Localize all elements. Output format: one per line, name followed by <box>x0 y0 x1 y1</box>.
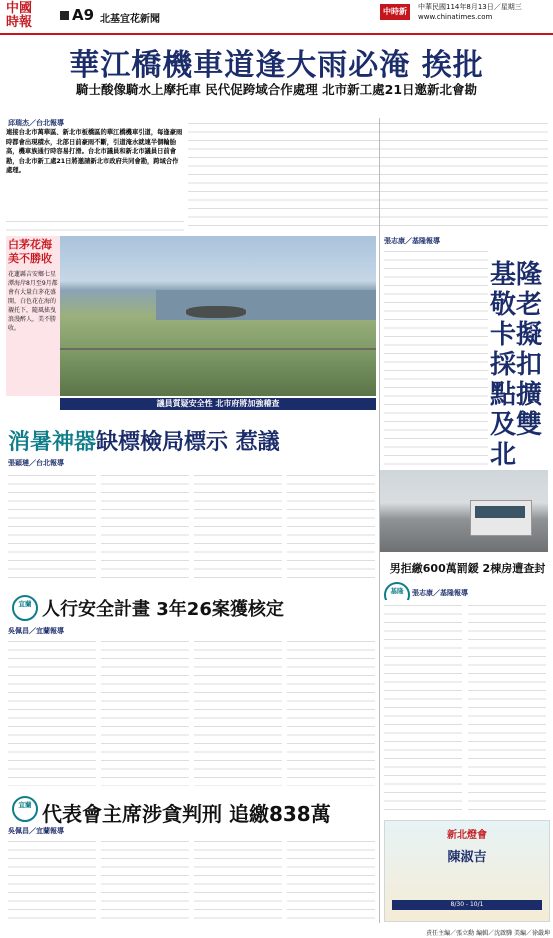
lead-subheadline: 騎士酸像騎水上摩托車 民代促跨域合作處理 北市新工處21日邀新北會勘 <box>75 82 478 97</box>
page-header <box>0 0 553 34</box>
editor-credits: 責任主編／張立勳 編輯／沈啟驊 美編／徐嚴坤 <box>426 930 550 937</box>
newspaper-logo <box>6 2 44 32</box>
lead-body-text-2 <box>6 216 184 232</box>
coast-photo <box>6 236 376 396</box>
lead-body-text <box>188 118 548 228</box>
website-url[interactable]: www.chinatimes.com <box>418 13 493 21</box>
fourth-body-text <box>8 836 378 926</box>
lead-paragraph: 連接台北市萬華區、新北市板橋區的華江橋機車引道，每逢豪雨時都會出現積水，北部日前豪雨不斷，引道淹水就連半個輪胎高，機車族通行時容易打滑。台北市議員和新北市議員日前會勘，台北市新工處21日將邀請新北市政府共同會勘，跨域合作處理。 <box>6 129 183 174</box>
second-body-text <box>8 470 378 582</box>
issue-date: 中華民國114年8月13日／星期三 <box>418 3 522 11</box>
lead-byline: 邱瑞杰／台北報導 <box>8 119 64 127</box>
side-byline-2: 張志康／基隆報導 <box>412 589 468 597</box>
story-kicker: 議員質疑安全性 北市府將加強稽查 <box>60 398 376 410</box>
side-body-text <box>384 246 488 466</box>
second-byline: 張穎璉／台北報導 <box>8 459 64 467</box>
side-headline-2: 男拒繳600萬罰鍰 2棟房遭查封 <box>389 562 546 575</box>
photo-sidebar-title: 白茅花海美不勝收 <box>8 238 52 265</box>
ad-title: 新北燈會 <box>447 830 487 841</box>
bus-window <box>475 506 525 518</box>
section-title: 北基宜花新聞 <box>100 14 160 25</box>
logo-line2: 時報 <box>6 15 33 30</box>
third-byline: 吳佩昌／宜蘭報導 <box>8 627 64 635</box>
brand-badge: 中時新聞網 <box>380 4 410 20</box>
side-headline: 基隆敬老卡擬採扣點擴及雙北 <box>490 260 543 470</box>
rock-shape <box>186 306 246 318</box>
third-headline: 人行安全計畫 3年26案獲核定 <box>42 599 284 620</box>
ad-date: 8/30 - 10/1 <box>392 900 542 910</box>
bus-photo <box>380 470 548 552</box>
fourth-byline: 吳佩昌／宜蘭報導 <box>8 827 64 835</box>
third-body-text <box>8 636 378 786</box>
header-rule <box>0 33 553 35</box>
page-number-label: A9 <box>72 6 95 24</box>
region-badge-2: 宜蘭 <box>12 796 38 822</box>
side-byline: 張志康／基隆報導 <box>384 237 440 245</box>
page-number <box>60 6 94 24</box>
region-badge: 宜蘭 <box>12 595 38 621</box>
square-icon <box>60 11 69 20</box>
second-headline <box>8 425 378 456</box>
second-headline-part2: 缺標檢局標示 惹議 <box>96 430 280 455</box>
fourth-headline: 代表會主席涉貪判刑 追繳838萬 <box>42 802 331 826</box>
lead-headline: 華江橋機車道逢大雨必淹 挨批 <box>69 48 484 83</box>
fence-line <box>6 348 376 350</box>
second-headline-part1: 消暑神器 <box>8 430 97 455</box>
logo-line1: 中國 <box>6 1 33 16</box>
region-badge-3: 基隆 <box>384 582 410 608</box>
photo-sidebar-text: 花蓮縣吉安鄉七星潭海岸8月至9月都會有大量白茅花盛開，白色花在海的襯托下，隨風搖曳浪漫醉人，美不勝收。 <box>8 271 58 332</box>
ad-subtitle: 陳淑吉 <box>447 850 487 865</box>
side-body-text-2 <box>384 600 548 812</box>
